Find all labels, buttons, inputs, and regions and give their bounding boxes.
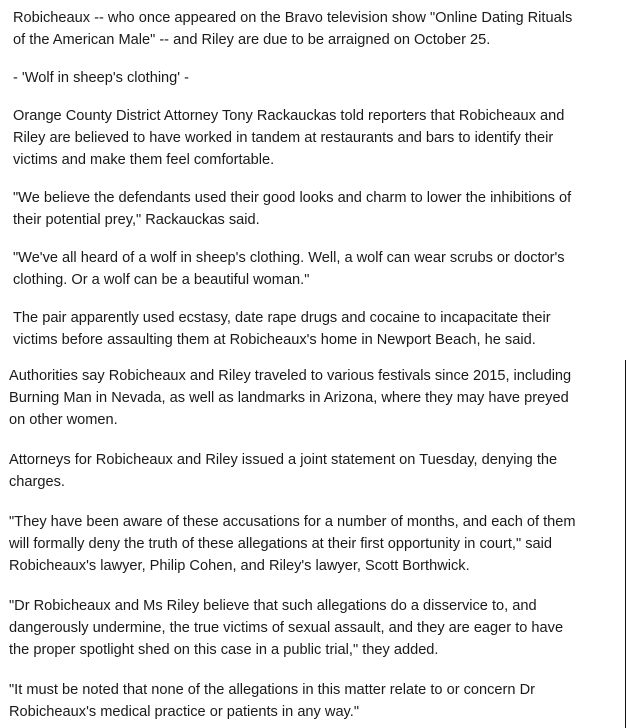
text-line: Robicheaux's lawyer, Philip Cohen, and Riley's lawyer, Scott Borthwick.: [9, 558, 470, 574]
text-line: "We've all heard of a wolf in sheep's clothing. Well, a wolf can wear scrubs or doctor's: [13, 250, 565, 266]
text-line: "They have been aware of these accusations for a number of months, and each of them: [9, 514, 576, 530]
text-line: will formally deny the truth of these allegations at their first opportunity in court," said: [9, 536, 552, 552]
text-line: of the American Male" -- and Riley are due to be arraigned on October 25.: [13, 32, 491, 48]
text-line: Authorities say Robicheaux and Riley traveled to various festivals since 2015, including: [9, 368, 572, 384]
text-line: Burning Man in Nevada, as well as landmarks in Arizona, where they may have preyed: [9, 390, 569, 406]
screenshot-border: [625, 360, 626, 728]
text-line: clothing. Or a wolf can be a beautiful woman.": [13, 272, 310, 288]
text-line: Robicheaux -- who once appeared on the Bravo television show "Online Dating Rituals: [13, 10, 573, 26]
text-line: charges.: [9, 474, 65, 490]
text-line: Orange County District Attorney Tony Rackauckas told reporters that Robicheaux and: [13, 108, 565, 124]
section-subheading: - 'Wolf in sheep's clothing' -: [13, 70, 189, 86]
text-line: Robicheaux's medical practice or patients in any way.": [9, 704, 360, 720]
text-line: their potential prey," Rackauckas said.: [13, 212, 260, 228]
text-line: Attorneys for Robicheaux and Riley issued a joint statement on Tuesday, denying the: [9, 452, 558, 468]
article-section-bottom: [0, 360, 626, 728]
article-section-top: [0, 0, 634, 360]
text-line: victims and make them feel comfortable.: [13, 152, 275, 168]
text-line: The pair apparently used ecstasy, date rape drugs and cocaine to incapacitate their: [13, 310, 551, 326]
text-line: "Dr Robicheaux and Ms Riley believe that such allegations do a disservice to, and: [9, 598, 537, 614]
text-line: the proper spotlight shed on this case in a public trial," they added.: [9, 642, 439, 658]
text-line: victims before assaulting them at Robicheaux's home in Newport Beach, he said.: [13, 332, 536, 348]
text-line: "We believe the defendants used their good looks and charm to lower the inhibitions of: [13, 190, 572, 206]
text-line: dangerously undermine, the true victims of sexual assault, and they are eager to have: [9, 620, 564, 636]
text-line: Riley are believed to have worked in tandem at restaurants and bars to identify their: [13, 130, 554, 146]
text-line: on other women.: [9, 412, 118, 428]
text-line: "It must be noted that none of the allegations in this matter relate to or concern Dr: [9, 682, 535, 698]
